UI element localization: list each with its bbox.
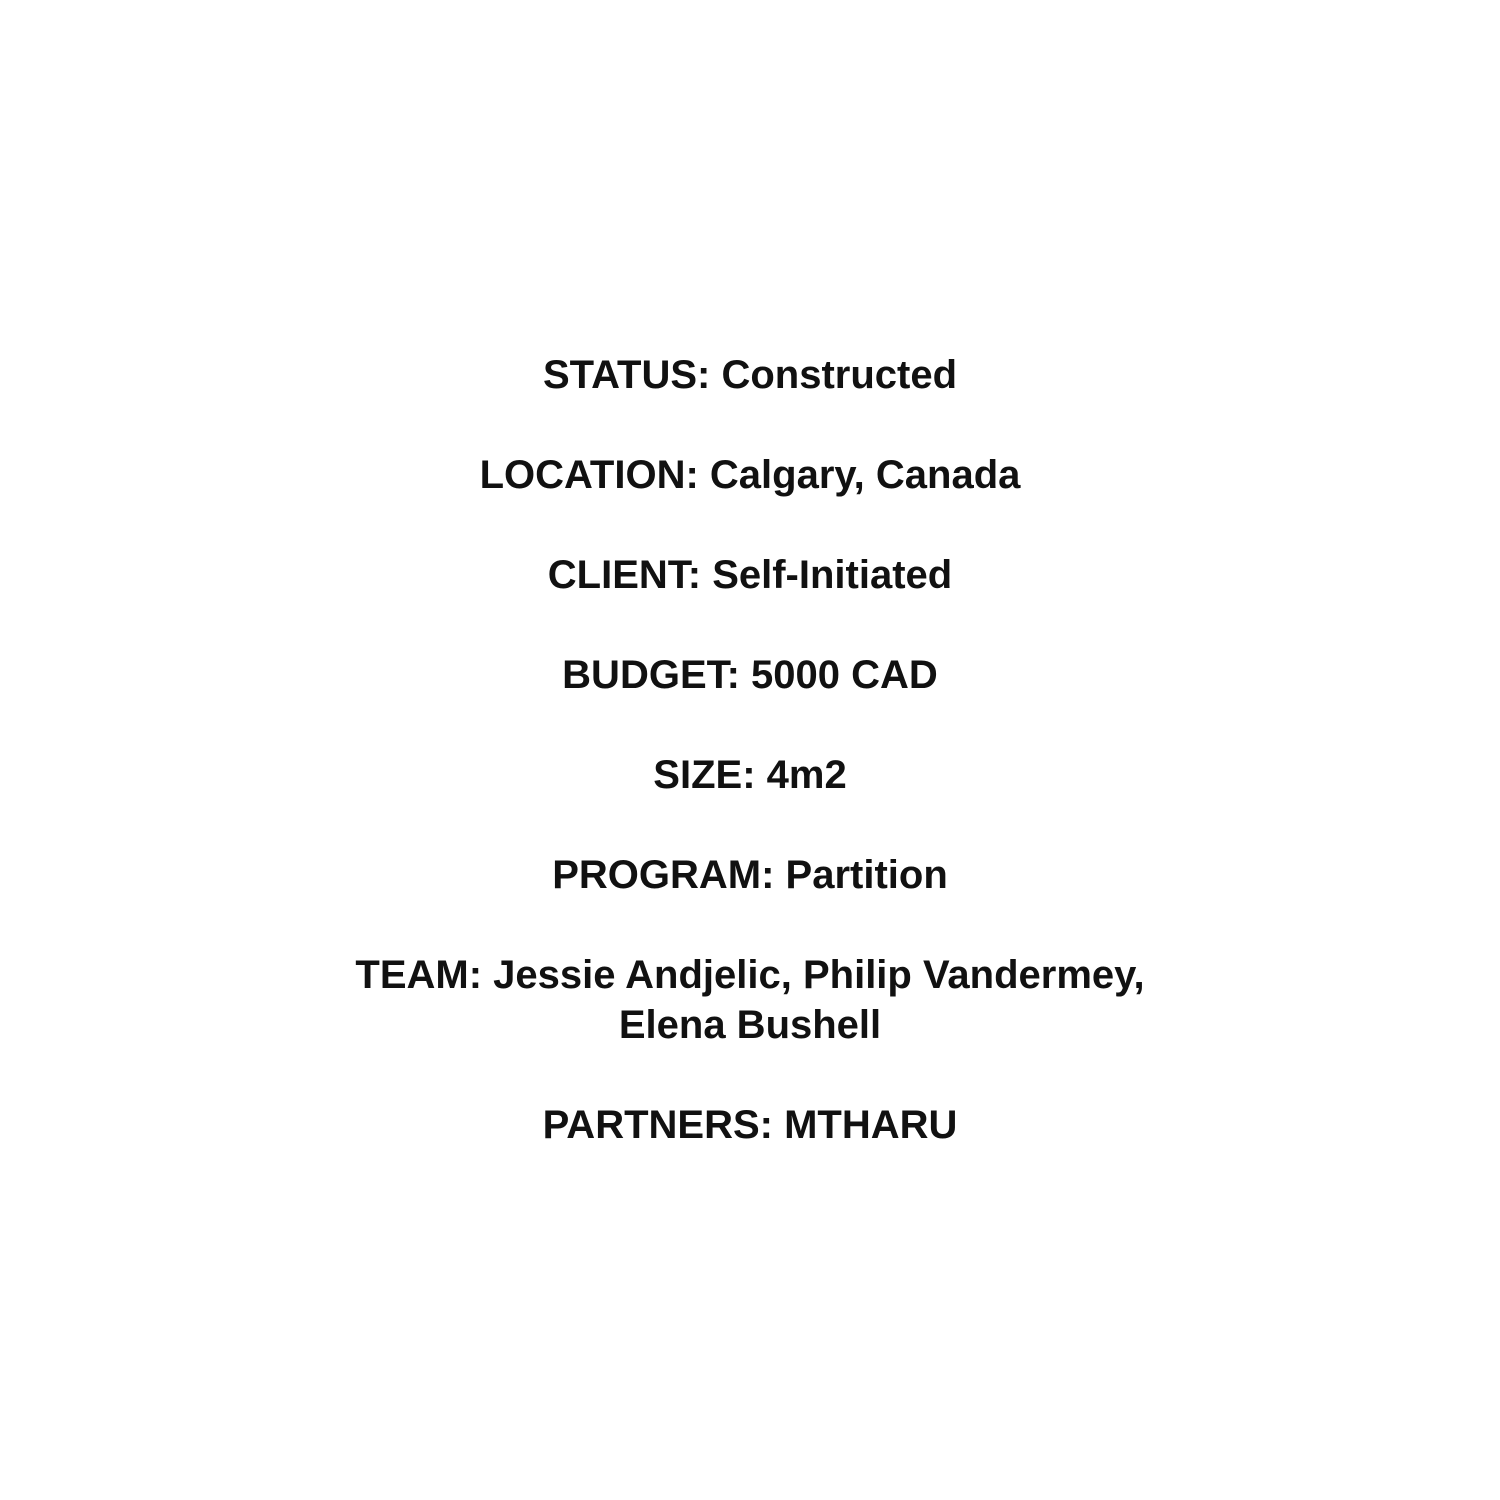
client-line: CLIENT: Self-Initiated bbox=[547, 553, 953, 597]
team-line-2: Elena Bushell bbox=[618, 1003, 882, 1047]
partners-line: PARTNERS: MTHARU bbox=[542, 1103, 958, 1147]
budget-line: BUDGET: 5000 CAD bbox=[562, 653, 938, 697]
team-line-1: TEAM: Jessie Andjelic, Philip Vandermey, bbox=[355, 953, 1145, 997]
size-line: SIZE: 4m2 bbox=[653, 753, 847, 797]
location-line: LOCATION: Calgary, Canada bbox=[479, 453, 1021, 497]
program-line: PROGRAM: Partition bbox=[552, 853, 948, 897]
status-line: STATUS: Constructed bbox=[542, 353, 958, 397]
